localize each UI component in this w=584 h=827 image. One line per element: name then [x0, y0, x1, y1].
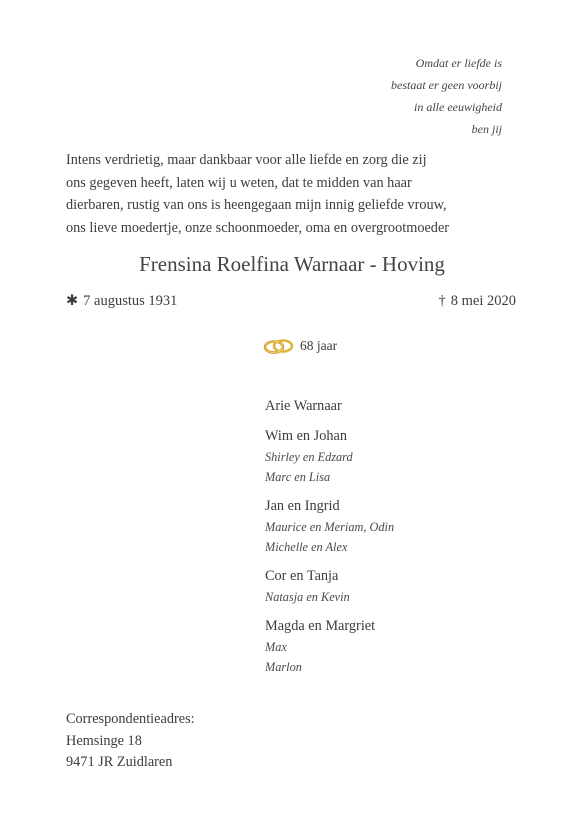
intro-line: dierbaren, rustig van ons is heengegaan mijn innig geliefde vrouw, — [66, 197, 447, 213]
birth-date — [66, 293, 177, 310]
intro-line: ons gegeven heeft, laten wij u weten, dat te midden van haar — [66, 174, 412, 191]
grandchildren: Michelle en Alex — [265, 540, 348, 554]
family-group — [265, 496, 394, 557]
family-member: Wim en Johan — [265, 428, 348, 444]
family-member: Cor en Tanja — [265, 568, 339, 584]
family-group — [265, 566, 394, 607]
family-member: Magda en Margriet — [265, 618, 376, 634]
grandchildren: Maurice en Meriam, Odin — [265, 520, 395, 534]
intro-text — [66, 149, 536, 239]
grandchildren: Shirley en Edzard — [265, 450, 353, 464]
family-group — [265, 426, 394, 487]
family-member: Arie Warnaar — [265, 398, 342, 414]
family-group — [265, 616, 394, 677]
wedding-rings-icon — [262, 337, 296, 355]
death-date-text: 8 mei 2020 — [450, 293, 516, 309]
grandchildren: Natasja en Kevin — [265, 590, 350, 604]
birth-date-text: 7 augustus 1931 — [83, 293, 178, 309]
grandchildren: Max — [265, 640, 287, 654]
family-group — [265, 396, 394, 417]
grandchildren: Marc en Lisa — [265, 470, 331, 484]
family-list — [265, 396, 394, 686]
poem-line: Omdat er liefde is — [415, 56, 502, 70]
grandchildren: Marlon — [265, 660, 302, 674]
correspondence-address — [66, 709, 195, 774]
birth-star-icon: ✱ — [66, 293, 79, 309]
poem-line: in alle eeuwigheid — [414, 100, 502, 114]
marriage-duration — [262, 337, 337, 355]
family-member: Jan en Ingrid — [265, 498, 340, 514]
poem-line: ben jij — [471, 122, 502, 136]
poem-line: bestaat er geen voorbij — [391, 78, 502, 92]
marriage-years: 68 jaar — [300, 338, 338, 353]
address-street: Hemsinge 18 — [66, 732, 142, 749]
intro-line: Intens verdrietig, maar dankbaar voor alle liefde en zorg die zij — [66, 152, 427, 168]
poem — [391, 52, 502, 140]
cross-icon: † — [438, 293, 446, 309]
address-label: Correspondentieadres: — [66, 711, 195, 727]
address-city: 9471 JR Zuidlaren — [66, 754, 173, 770]
death-date — [439, 293, 517, 310]
intro-line: ons lieve moedertje, onze schoonmoeder, oma en overgrootmoeder — [66, 219, 450, 236]
deceased-name: Frensina Roelfina Warnaar - Hoving — [139, 252, 445, 276]
